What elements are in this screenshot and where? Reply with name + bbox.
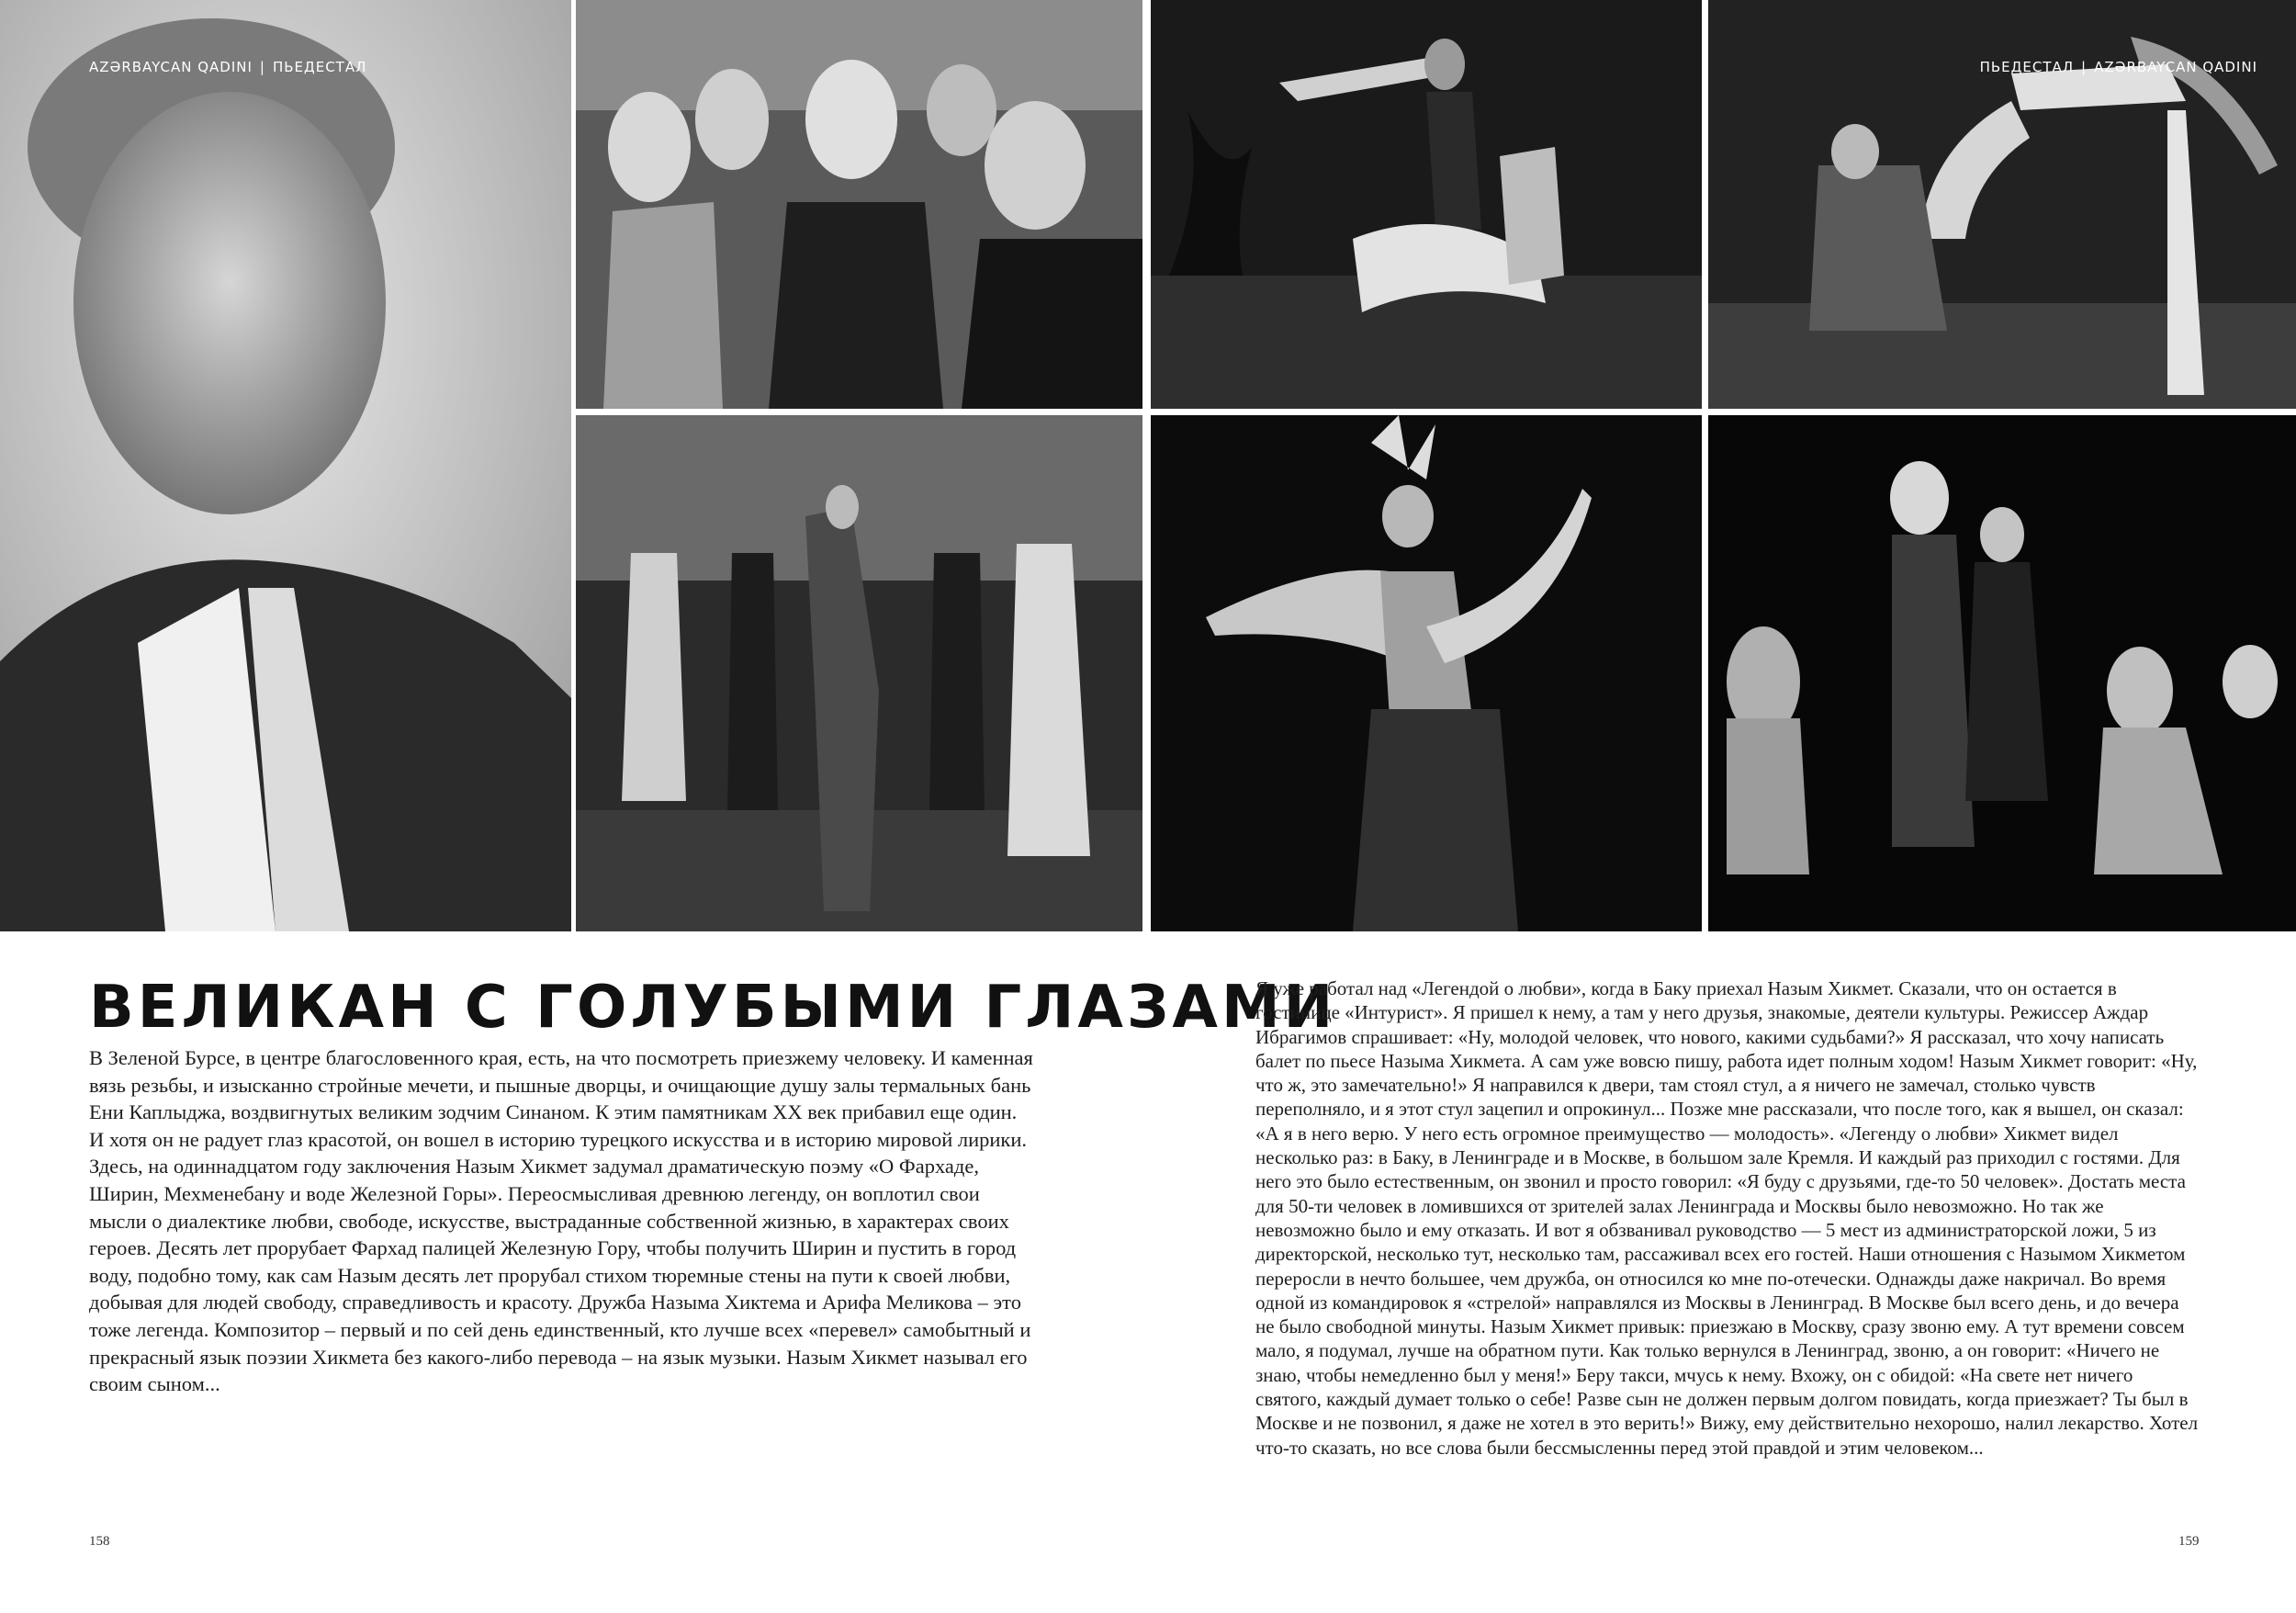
- article-body-right-column: Я уже работал над «Легендой о любви», когда в Баку приехал Назым Хикмет. Сказали, что он остается в гостинице «Интурист». Я пришел к нему, а там у него друзья, знакомые, деятели культуры. Режиссер Аждар Ибрагимов спрашивает: «Ну, молодой человек, что нового, какими судьбами?» Я рассказал, что хочу написать балет по пьесе Назыма Хикмета. А сам уже вовсю пишу, работа идет полным ходом! Назым Хикмет говорит: «Ну, что ж, это замечательно!» Я направился к двери, там стоял стул, а я ничего не замечал, столько чувств переполняло, и я этот стул зацепил и опрокинул... Позже мне рассказали, что после того, как я вышел, он сказал: «А я в него верю. У него есть огромное преимущество — молодость». «Легенду о любви» Хикмет видел несколько раз: в Баку, в Ленинграде и в Москве, в большом зале Кремля. И каждый раз приходил с гостями. Для него это было естественным, он звонил и просто говорил: «Я буду с друзьями, где-то 50 человек». Достать места для 50-ти человек в ломившихся от зрителей залах Ленинграда и Москвы было невозможно. Но так же невозможно было и ему отказать. И вот я обзванивал руководство — 5 мест из администраторской ложи, 5 из директорской, несколько тут, несколько там, рассаживал всех его гостей. Наши отношения с Назымом Хикметом переросли в нечто большее, чем дружба, он относился ко мне по-отечески. Однажды даже накричал. Во время одной из командировок я «стрелой» направлялся из Москвы в Ленинград. В Москве был всего день, и до вечера не было свободной минуты. Назым Хикмет привык: приезжаю в Москву, сразу звоню ему. А тут времени совсем мало, я подумал, лучше на обратном пути. Как только вернулся в Ленинград, звоню, а он говорит: «Ничего не знаю, чтобы немедленно был у меня!» Беру такси, мчусь к нему. Вхожу, он с обидой: «На свете нет ничего святого, каждый думает только о себе! Разве сын не должен первым долгом повидать, когда приезжает? Ты был в Москве и не позвонил, я даже не хотел в это верить!» Вижу, ему действительно нехорошо, налил лекарство. Хотел что-то сказать, но все слова были бессмысленны перед этой правдой и этим человеком...: [1255, 977, 2199, 1459]
- dancer-headdress-photo: [1151, 415, 1702, 931]
- page-number-right: 159: [2178, 1534, 2200, 1549]
- magazine-name: AZƏRBAYCAN QADINI: [89, 59, 253, 75]
- ballet-duet-mask-photo: [1151, 0, 1702, 409]
- portrait-photo: [0, 0, 571, 931]
- running-head-left: AZƏRBAYCAN QADINI | ПЬЕДЕСТАЛ: [89, 59, 367, 75]
- page-number-left: 158: [89, 1534, 110, 1549]
- ballet-ensemble-photo: [576, 415, 1142, 931]
- article-body-left-column: В Зеленой Бурсе, в центре благословенного края, есть, на что посмотреть приезжему человеку. И каменная вязь резьбы, и изысканно стройные мечети, и пышные дворцы, и очищающие душу залы термальных бань Ени Каплыджа, воздвигнутых великим зодчим Синаном. К этим памятникам XX век прибавил еще один. И хотя он не радует глаз красотой, он вошел в историю турецкого искусства и в историю мировой лирики. Здесь, на одиннадцатом году заключения Назым Хикмет задумал драматическую поэму «О Фархаде, Ширин, Мехменебану и воде Железной Горы». Переосмысливая древнюю легенду, он воплотил свои мысли о диалектике любви, свободе, искусстве, выстраданные собственной жизнью, в характерах своих героев. Десять лет прорубает Фархад палицей Железную Гору, чтобы получить Ширин и пустить в город воду, подобно тому, как сам Назым десять лет прорубал стихом тюремные стены на пути к своей любви, добывая для людей свободу, справедливость и красоту. Дружба Назыма Хиктема и Арифа Меликова – это тоже легенда. Композитор – первый и по сей день единственный, кто лучше всех «перевел» самобытный и прекрасный язык поэзии Хикмета без какого-либо перевода – на язык музыки. Назым Хикмет называл его своим сыном...: [89, 1046, 1033, 1396]
- section-name: ПЬЕДЕСТАЛ: [272, 59, 367, 75]
- section-name: ПЬЕДЕСТАЛ: [1979, 59, 2075, 75]
- backstage-group-photo: [576, 0, 1142, 409]
- article-headline: ВЕЛИКАН С ГОЛУБЫМИ ГЛАЗАМИ: [89, 974, 1337, 1042]
- running-head-right: ПЬЕДЕСТАЛ | AZƏRBAYCAN QADINI: [1979, 59, 2257, 75]
- ballet-stage-scene-photo: [1708, 415, 2296, 931]
- magazine-name: AZƏRBAYCAN QADINI: [2094, 59, 2257, 75]
